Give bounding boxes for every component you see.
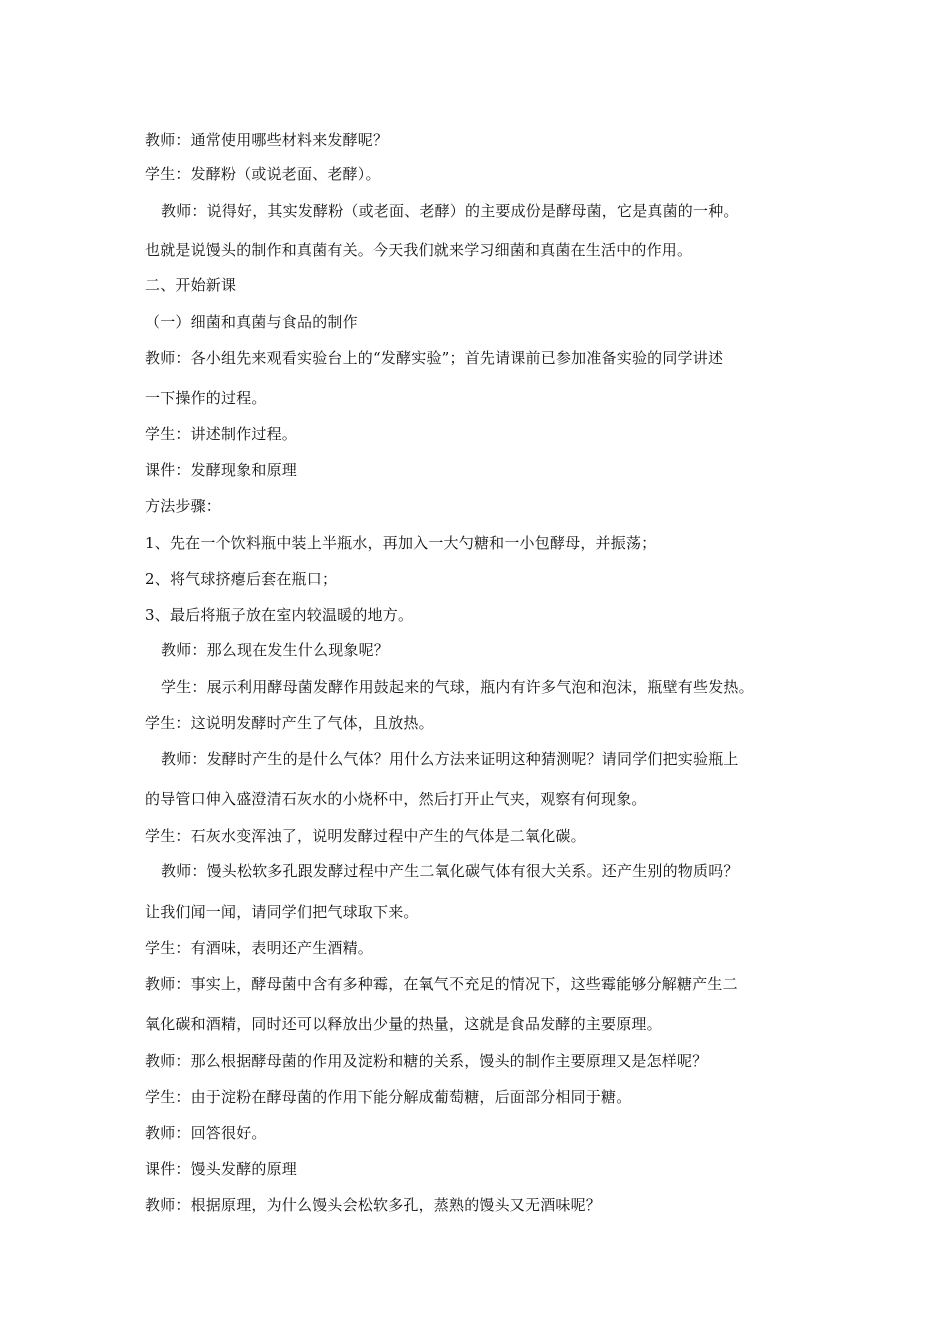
text-line: 教师：说得好，其实发酵粉（或老面、老酵）的主要成份是酵母菌，它是真菌的一种。 bbox=[161, 202, 739, 220]
text-line: 教师：那么根据酵母菌的作用及淀粉和糖的关系，馒头的制作主要原理又是怎样呢？ bbox=[145, 1052, 708, 1070]
text-line: 也就是说馒头的制作和真菌有关。今天我们就来学习细菌和真菌在生活中的作用。 bbox=[145, 241, 693, 259]
text-line: 学生：展示利用酵母菌发酵作用鼓起来的气球，瓶内有许多气泡和泡沫，瓶壁有些发热。 bbox=[161, 678, 754, 696]
list-item: 2、将气球挤瘪后套在瓶口； bbox=[145, 570, 338, 588]
text-line: 一下操作的过程。 bbox=[145, 389, 267, 407]
text-line: 课件：馒头发酵的原理 bbox=[145, 1160, 298, 1178]
text-line: 教师：事实上，酵母菌中含有多种霉，在氧气不充足的情况下，这些霉能够分解糖产生二 bbox=[145, 975, 738, 993]
text-line: 的导管口伸入盛澄清石灰水的小烧杯中，然后打开止气夹，观察有何现象。 bbox=[145, 790, 647, 808]
text-line: 教师：通常使用哪些材料来发酵呢？ bbox=[145, 131, 389, 149]
text-line: 教师：馒头松软多孔跟发酵过程中产生二氧化碳气体有很大关系。还产生别的物质吗？ bbox=[161, 862, 739, 880]
subsection-heading: （一）细菌和真菌与食品的制作 bbox=[145, 313, 358, 331]
text-line: 让我们闻一闻，请同学们把气球取下来。 bbox=[145, 903, 419, 921]
text-line: 方法步骤： bbox=[145, 497, 222, 515]
text-line: 学生：石灰水变浑浊了，说明发酵过程中产生的气体是二氧化碳。 bbox=[145, 827, 586, 845]
text-line: 学生：这说明发酵时产生了气体，且放热。 bbox=[145, 714, 434, 732]
text-line: 氧化碳和酒精，同时还可以释放出少量的热量，这就是食品发酵的主要原理。 bbox=[145, 1015, 662, 1033]
text-line: 课件：发酵现象和原理 bbox=[145, 461, 298, 479]
text-line: 教师：发酵时产生的是什么气体？用什么方法来证明这种猜测呢？请同学们把实验瓶上 bbox=[161, 750, 739, 768]
text-line: 教师：那么现在发生什么现象呢？ bbox=[161, 641, 390, 659]
text-line: 学生：讲述制作过程。 bbox=[145, 425, 298, 443]
text-line: 教师：根据原理，为什么馒头会松软多孔，蒸熟的馒头又无酒味呢？ bbox=[145, 1196, 602, 1214]
section-heading: 二、开始新课 bbox=[145, 276, 237, 294]
list-item: 3、最后将瓶子放在室内较温暖的地方。 bbox=[145, 606, 414, 624]
text-line: 学生：有酒味，表明还产生酒精。 bbox=[145, 939, 374, 957]
text-line: 教师：各小组先来观看实验台上的“发酵实验”；首先请课前已参加准备实验的同学讲述 bbox=[145, 349, 724, 367]
text-line: 学生：发酵粉（或说老面、老酵）。 bbox=[145, 165, 381, 183]
text-line: 教师：回答很好。 bbox=[145, 1124, 267, 1142]
list-item: 1、先在一个饮料瓶中装上半瓶水，再加入一大勺糖和一小包酵母，并振荡； bbox=[145, 534, 657, 552]
text-line: 学生：由于淀粉在酵母菌的作用下能分解成葡萄糖，后面部分相同于糖。 bbox=[145, 1088, 632, 1106]
